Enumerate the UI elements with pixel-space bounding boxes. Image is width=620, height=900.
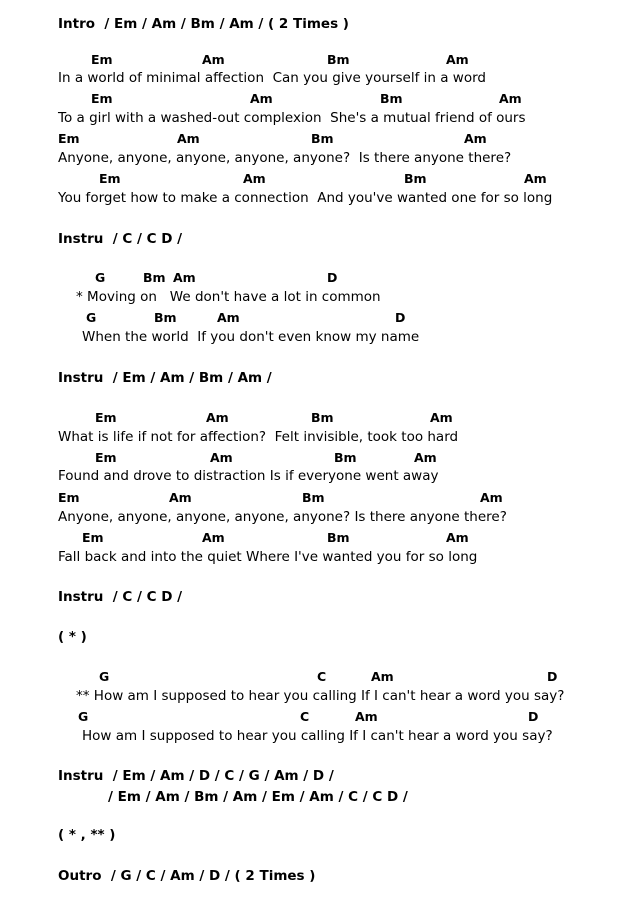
chord: C xyxy=(317,669,327,684)
chord: Am xyxy=(480,490,503,505)
chord: Am xyxy=(414,450,437,465)
chord: Bm xyxy=(154,310,177,325)
chord: Am xyxy=(250,91,273,106)
chord: C xyxy=(300,709,310,724)
chord: Am xyxy=(355,709,378,724)
chord: Am xyxy=(210,450,233,465)
lyric-line: In a world of minimal affection Can you give yourself in a word xyxy=(58,70,486,86)
instrumental-line: Instru / C / C D / xyxy=(58,589,183,605)
chord: Em xyxy=(58,131,80,146)
chord: Am xyxy=(202,52,225,67)
chord: Am xyxy=(173,270,196,285)
chord: Bm xyxy=(404,171,427,186)
chord: D xyxy=(547,669,558,684)
lyric-line: Found and drove to distraction Is if everyone went away xyxy=(58,468,439,484)
chord: Am xyxy=(217,310,240,325)
intro-line: Intro / Em / Am / Bm / Am / ( 2 Times ) xyxy=(58,16,349,32)
chord: Em xyxy=(58,490,80,505)
chord: Am xyxy=(446,530,469,545)
chord: Bm xyxy=(380,91,403,106)
chord: Em xyxy=(95,410,117,425)
chord: Bm xyxy=(327,530,350,545)
chord: D xyxy=(395,310,406,325)
chord: Am xyxy=(446,52,469,67)
lyric-line: Fall back and into the quiet Where I've wanted you for so long xyxy=(58,549,478,565)
chord: Bm xyxy=(143,270,166,285)
chord: Bm xyxy=(311,410,334,425)
lyric-line: To a girl with a washed-out complexion She's a mutual friend of ours xyxy=(58,110,526,126)
instrumental-line: Instru / Em / Am / Bm / Am / xyxy=(58,370,272,386)
lyric-line: Anyone, anyone, anyone, anyone, anyone? Is there anyone there? xyxy=(58,150,512,166)
lyric-line: What is life if not for affection? Felt invisible, took too hard xyxy=(58,429,459,445)
chord: Am xyxy=(524,171,547,186)
chord: Em xyxy=(82,530,104,545)
chord: Am xyxy=(202,530,225,545)
lyric-line: ** How am I supposed to hear you calling If I can't hear a word you say? xyxy=(76,688,565,704)
chord: Am xyxy=(243,171,266,186)
chord: Am xyxy=(169,490,192,505)
chord: G xyxy=(78,709,89,724)
chord: Bm xyxy=(311,131,334,146)
chord: Bm xyxy=(334,450,357,465)
chord: Em xyxy=(95,450,117,465)
chord: Am xyxy=(206,410,229,425)
chord: G xyxy=(95,270,106,285)
lyric-line: When the world If you don't even know my name xyxy=(82,329,420,345)
chord: D xyxy=(327,270,338,285)
lyric-line: You forget how to make a connection And you've wanted one for so long xyxy=(58,190,553,206)
chord: G xyxy=(99,669,110,684)
instrumental-line: Instru / C / C D / xyxy=(58,231,183,247)
chord: D xyxy=(528,709,539,724)
lyric-line: Anyone, anyone, anyone, anyone, anyone? Is there anyone there? xyxy=(58,509,507,525)
lyric-line: * Moving on We don't have a lot in common xyxy=(76,289,381,305)
chord: Am xyxy=(371,669,394,684)
chord: Am xyxy=(430,410,453,425)
lyric-line: How am I supposed to hear you calling If I can't hear a word you say? xyxy=(82,728,553,744)
chord: Em xyxy=(91,52,113,67)
chord: Bm xyxy=(302,490,325,505)
chord: Em xyxy=(91,91,113,106)
repeat-marker: ( * , ** ) xyxy=(58,827,116,843)
chord: Am xyxy=(464,131,487,146)
chord: Em xyxy=(99,171,121,186)
chord: Am xyxy=(499,91,522,106)
chord: Bm xyxy=(327,52,350,67)
chord: G xyxy=(86,310,97,325)
outro-line: Outro / G / C / Am / D / ( 2 Times ) xyxy=(58,868,316,884)
instrumental-line: Instru / Em / Am / D / C / G / Am / D / xyxy=(58,768,334,784)
repeat-marker: ( * ) xyxy=(58,629,87,645)
chord: Am xyxy=(177,131,200,146)
instrumental-line-continued: / Em / Am / Bm / Am / Em / Am / C / C D / xyxy=(108,789,408,805)
